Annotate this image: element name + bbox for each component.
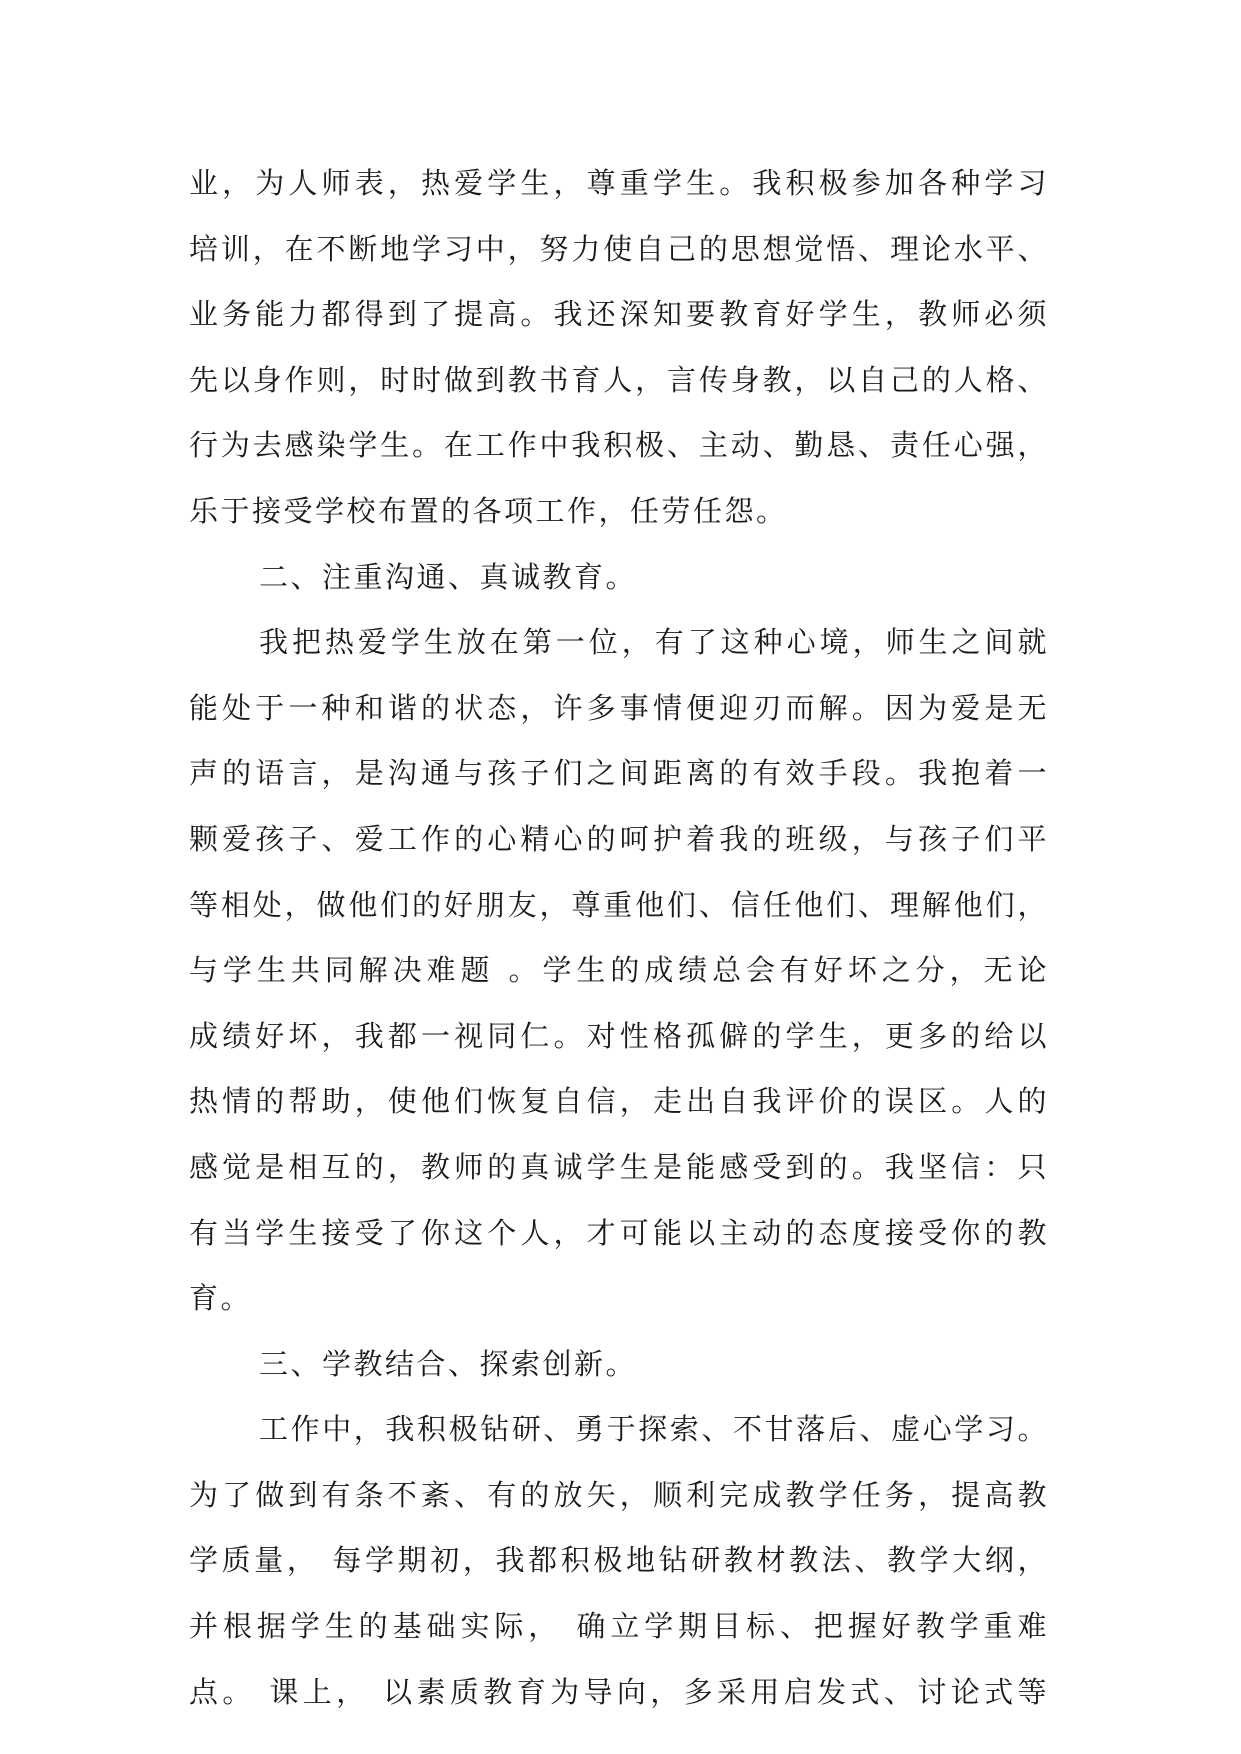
text-line: 热情的帮助，使他们恢复自信，走出自我评价的误区。人的 [189, 1084, 1049, 1119]
text-line: 并根据学生的基础实际， 确立学期目标、把握好教学重难 [189, 1609, 1049, 1644]
text-line: 先以身作则，时时做到教书育人，言传身教，以自己的人格、 [189, 362, 1049, 397]
text-line: 成绩好坏，我都一视同仁。对性格孤僻的学生，更多的给以 [189, 1018, 1049, 1053]
text-line: 声的语言，是沟通与孩子们之间距离的有效手段。我抱着一 [189, 756, 1049, 791]
text-line: 行为去感染学生。在工作中我积极、主动、勤恳、责任心强， [189, 428, 1049, 463]
paragraph-first-line: 二、注重沟通、真诚教育。 [259, 559, 638, 594]
text-line: 为了做到有条不紊、有的放矢，顺利完成教学任务，提高教 [189, 1477, 1049, 1512]
text-line: 颗爱孩子、爱工作的心精心的呵护着我的班级，与孩子们平 [189, 821, 1049, 856]
paragraph-first-line: 工作中，我积极钻研、勇于探索、不甘落后、虚心学习。 [259, 1412, 1049, 1447]
text-line: 能处于一种和谐的状态，许多事情便迎刃而解。因为爱是无 [189, 690, 1049, 725]
text-line: 业，为人师表，热爱学生，尊重学生。我积极参加各种学习 [189, 166, 1049, 200]
text-line: 乐于接受学校布置的各项工作，任劳任怨。 [189, 493, 788, 528]
paragraph-first-line: 我把热爱学生放在第一位，有了这种心境，师生之间就 [259, 625, 1049, 660]
text-line: 等相处，做他们的好朋友，尊重他们、信任他们、理解他们， [189, 887, 1049, 922]
text-line: 感觉是相互的，教师的真诚学生是能感受到的。我坚信：只 [189, 1149, 1049, 1184]
text-line: 业务能力都得到了提高。我还深知要教育好学生，教师必须 [189, 297, 1049, 332]
text-line: 育。 [189, 1281, 253, 1316]
text-line: 与学生共同解决难题 。学生的成绩总会有好坏之分，无论 [189, 953, 1049, 988]
text-line: 点。 课上， 以素质教育为导向，多采用启发式、讨论式等 [189, 1674, 1049, 1709]
text-line: 学质量， 每学期初，我都积极地钻研教材教法、教学大纲， [189, 1543, 1049, 1578]
body-text [189, 157, 1049, 1731]
text-line: 有当学生接受了你这个人，才可能以主动的态度接受你的教 [189, 1215, 1049, 1250]
text-line: 培训，在不断地学习中，努力使自己的思想觉悟、理论水平、 [189, 231, 1049, 266]
paragraph-first-line: 三、学教结合、探索创新。 [259, 1346, 638, 1381]
